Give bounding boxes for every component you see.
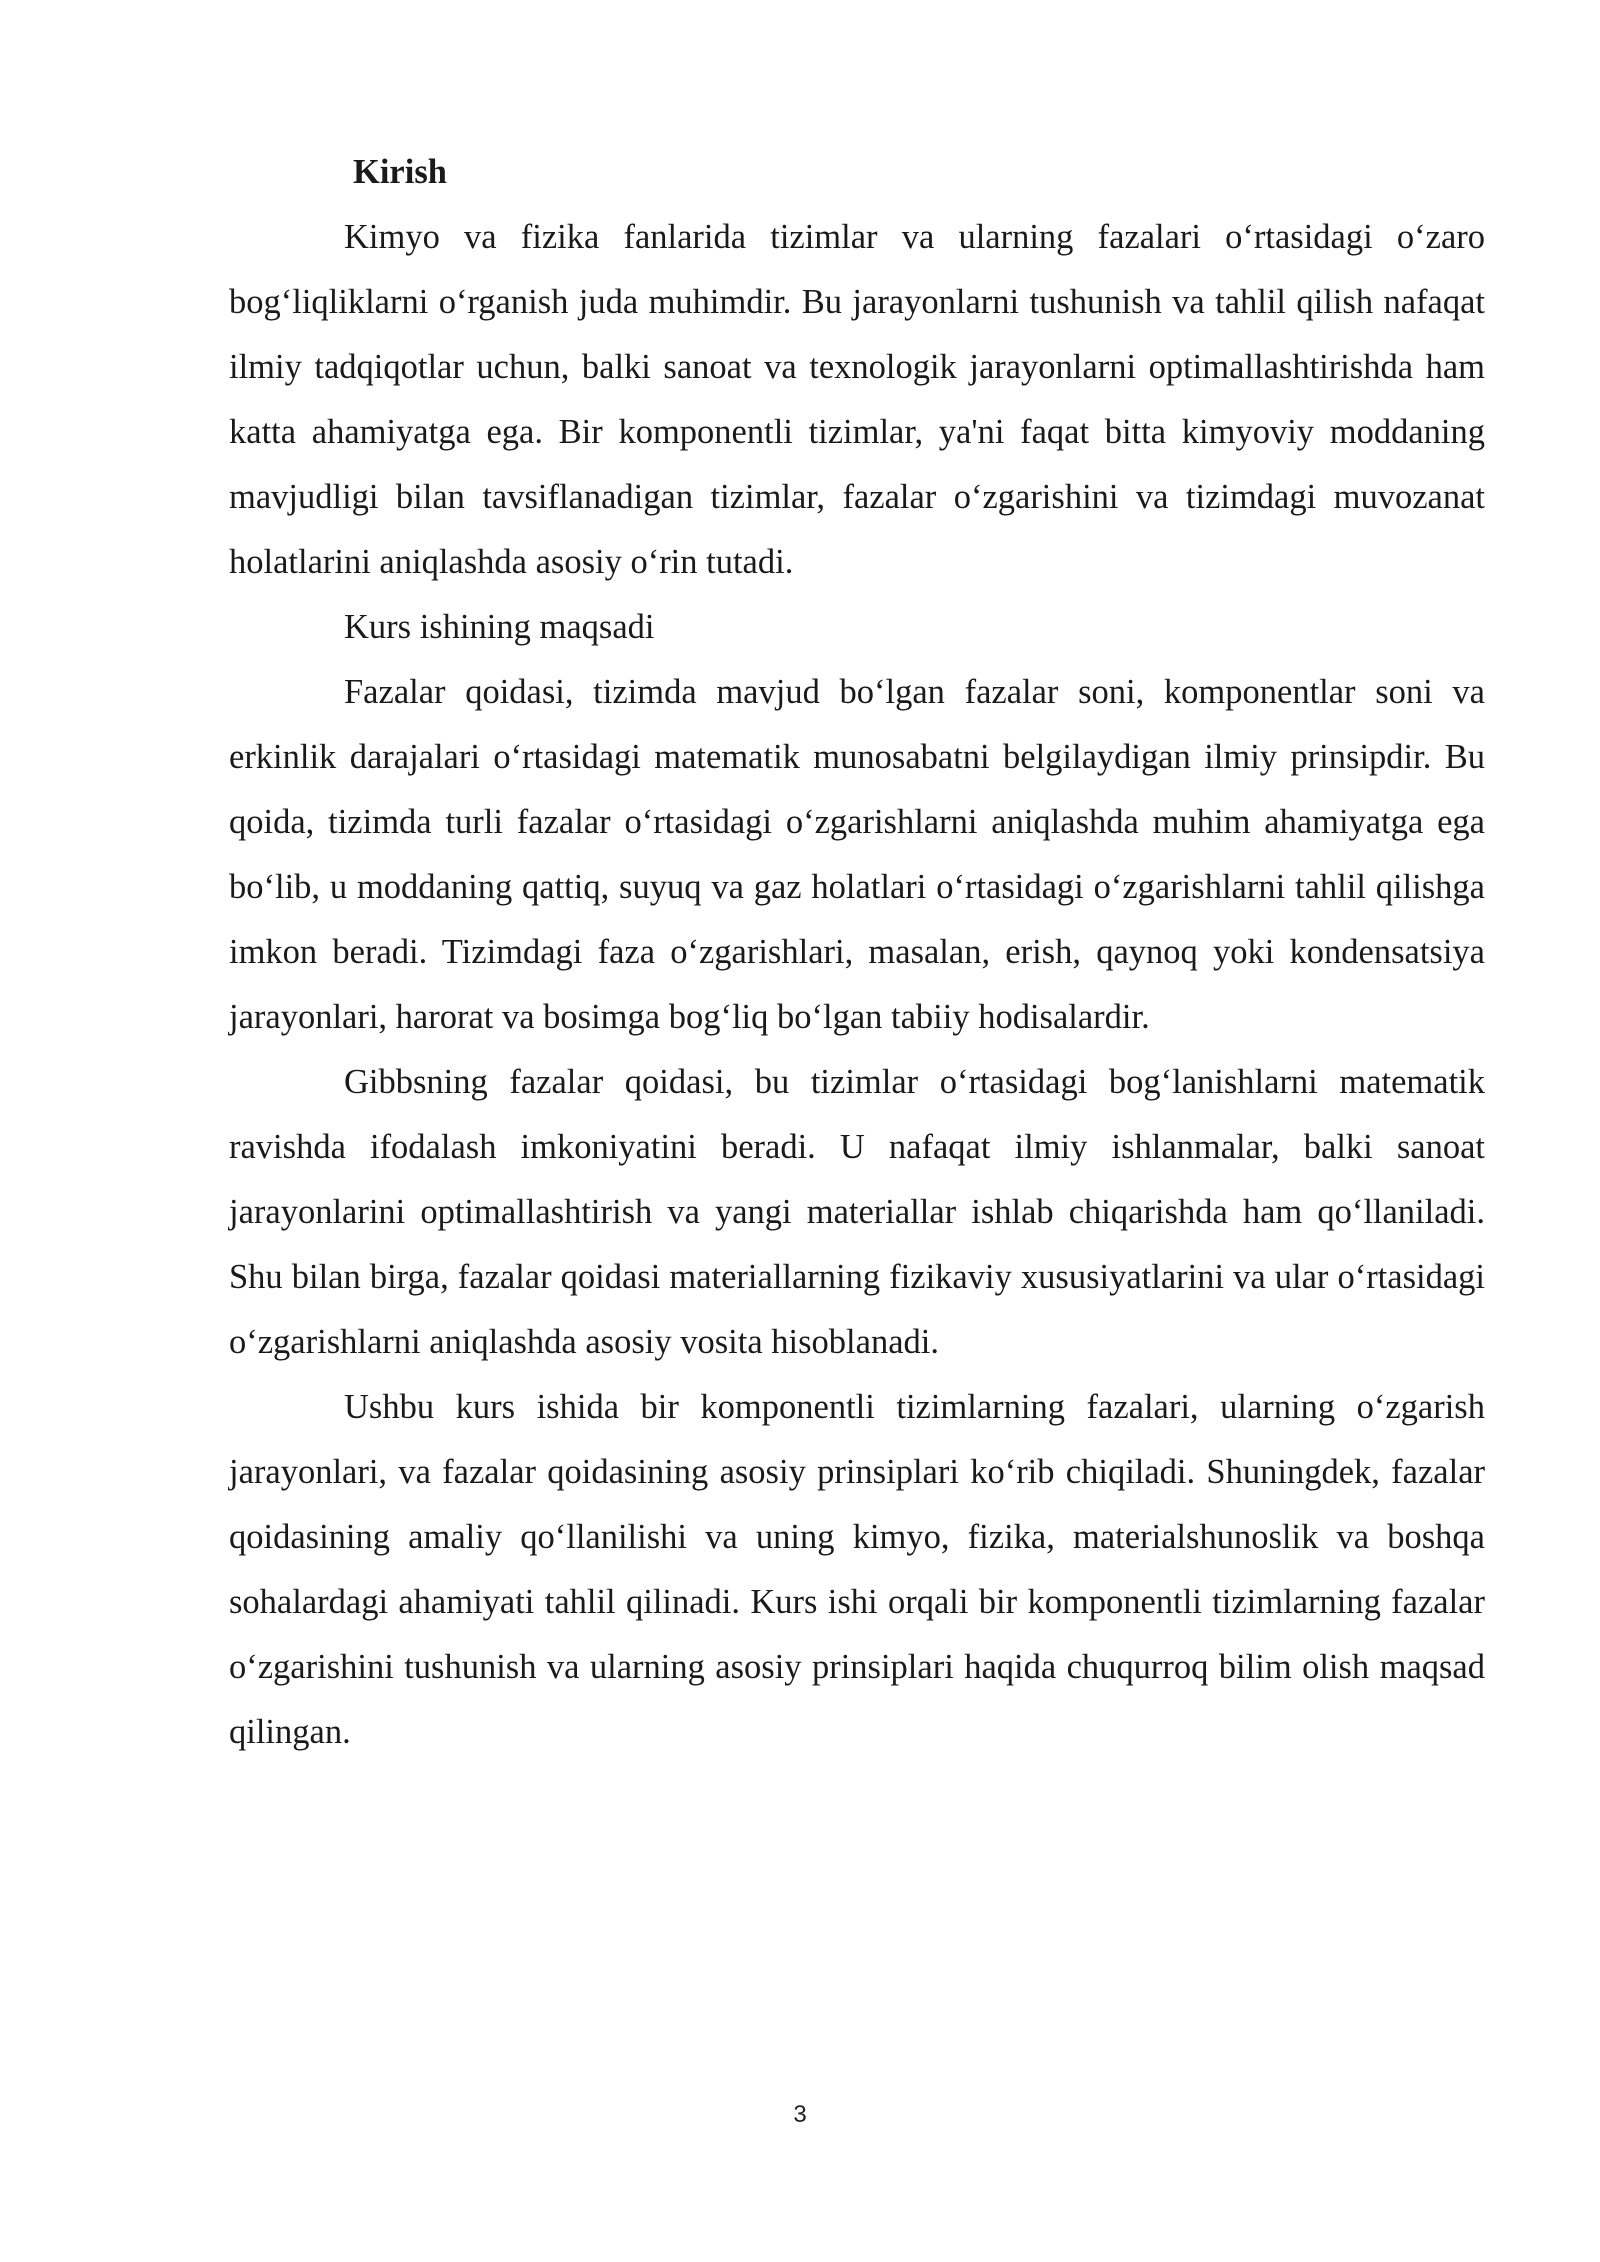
paragraph-phase-rule: Fazalar qoidasi, tizimda mavjud bo‘lgan fazalar soni, komponentlar soni va erkinlik darajalari o‘rtasidagi matematik munosabatni belgilaydigan ilmiy prinsipdir. Bu qoida, tizimda turli fazalar o‘rtasidagi o‘zgarishlarni aniqlashda muhim ahamiyatga ega bo‘lib, u moddaning qattiq, suyuq va gaz holatlari o‘rtasidagi o‘zgarishlarni tahlil qilishga imkon beradi. Tizimdagi faza o‘zgarishlari, masalan, erish, qaynoq yoki kondensatsiya jarayonlari, harorat va bosimga bog‘liq bo‘lgan tabiiy hodisalardir. bbox=[229, 673, 1485, 1036]
page-content bbox=[229, 140, 1485, 1765]
paragraph-gibbs-rule: Gibbsning fazalar qoidasi, bu tizimlar o‘rtasidagi bog‘lanishlarni matematik ravishda ifodalash imkoniyatini beradi. U nafaqat ilmiy ishlanmalar, balki sanoat jarayonlarini optimallashtirish va yangi materiallar ishlab chiqarishda ham qo‘llaniladi. Shu bilan birga, fazalar qoidasi materiallarning fizikaviy xususiyatlarini va ular o‘rtasidagi o‘zgarishlarni aniqlashda asosiy vosita hisoblanadi. bbox=[229, 1063, 1485, 1361]
section-heading: Kirish bbox=[353, 153, 447, 191]
page-number: 3 bbox=[793, 2101, 807, 2128]
intro-paragraph: Kimyo va fizika fanlarida tizimlar va ularning fazalari o‘rtasidagi o‘zaro bog‘liqliklarni o‘rganish juda muhimdir. Bu jarayonlarni tushunish va tahlil qilish nafaqat ilmiy tadqiqotlar uchun, balki sanoat va texnologik jarayonlarni optimallashtirishda ham katta ahamiyatga ega. Bir komponentli tizimlar, ya'ni faqat bitta kimyoviy moddaning mavjudligi bilan tavsiflanadigan tizimlar, fazalar o‘zgarishini va tizimdagi muvozanat holatlarini aniqlashda asosiy o‘rin tutadi. bbox=[229, 218, 1485, 581]
subsection-heading: Kurs ishining maqsadi bbox=[344, 608, 655, 646]
paragraph-course-scope: Ushbu kurs ishida bir komponentli tizimlarning fazalari, ularning o‘zgarish jarayonlari, va fazalar qoidasining asosiy prinsiplari ko‘rib chiqiladi. Shuningdek, fazalar qoidasining amaliy qo‘llanilishi va uning kimyo, fizika, materialshunoslik va boshqa sohalardagi ahamiyati tahlil qilinadi. Kurs ishi orqali bir komponentli tizimlarning fazalar o‘zgarishini tushunish va ularning asosiy prinsiplari haqida chuqurroq bilim olish maqsad qilingan. bbox=[229, 1388, 1485, 1751]
